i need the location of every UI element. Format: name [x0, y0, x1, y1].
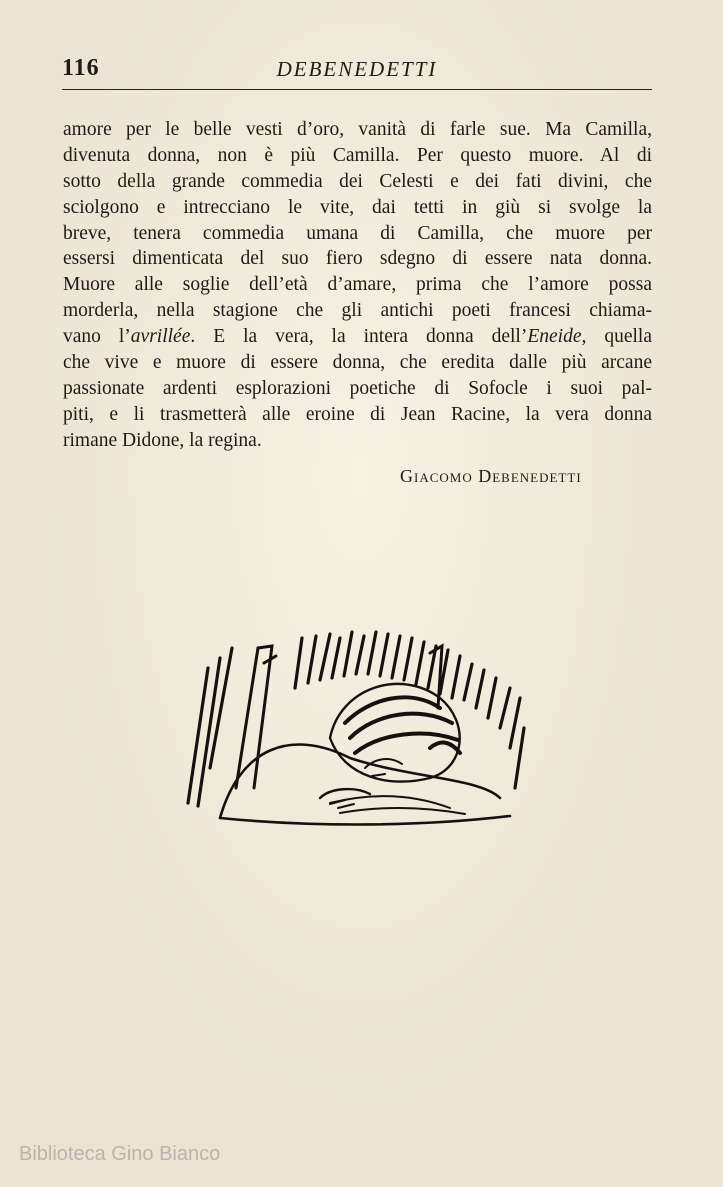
text-fragment: . E la vera, la intera donna dell’: [190, 326, 528, 348]
text-line: amore per le belle vesti d’oro, vanità di farle sue. Ma Camilla,: [63, 119, 652, 140]
page-number: 116: [62, 55, 100, 81]
text-line: Muore alle soglie dell’età d’amare, prima che l’amore possa: [63, 274, 652, 296]
header-rule: [62, 89, 652, 90]
library-watermark: Biblioteca Gino Bianco: [19, 1143, 221, 1165]
text-line: che vive e muore di essere donna, che eredita dalle più arcane: [63, 352, 652, 374]
text-line: sotto della grande commedia dei Celesti e dei fati divini, che: [63, 170, 652, 192]
italic-word-eneide: Eneide,: [527, 326, 587, 348]
page-header: [62, 55, 652, 85]
text-fragment: quella: [586, 326, 652, 348]
text-line: [63, 324, 652, 350]
sleeping-woman-drawing-icon: [180, 628, 530, 840]
text-line: essersi dimenticata del suo fiero sdegno di essere nata donna.: [63, 248, 652, 270]
text-line: sciolgono e intrecciano le vite, dai tetti in giù si svolge la: [63, 196, 652, 218]
text-fragment: vano l’: [63, 326, 131, 348]
text-line: rimane Didone, la regina.: [63, 429, 262, 451]
text-line: breve, tenera commedia umana di Camilla, che muore per: [63, 222, 652, 244]
italic-word-avrillee: avrillée: [130, 326, 191, 348]
text-line: morderla, nella stagione che gli antichi poeti francesi chiama-: [63, 300, 652, 322]
body-text: [63, 117, 652, 454]
author-signature: Giacomo Debenedetti: [400, 466, 582, 486]
text-line: piti, e li trasmetterà alle eroine di Jean Racine, la vera donna: [63, 403, 652, 425]
text-line: passionate ardenti esplorazioni poetiche di Sofocle i suoi pal-: [63, 377, 652, 399]
running-head: DEBENEDETTI: [276, 57, 438, 81]
text-line: divenuta donna, non è più Camilla. Per questo muore. Al di: [63, 144, 652, 166]
